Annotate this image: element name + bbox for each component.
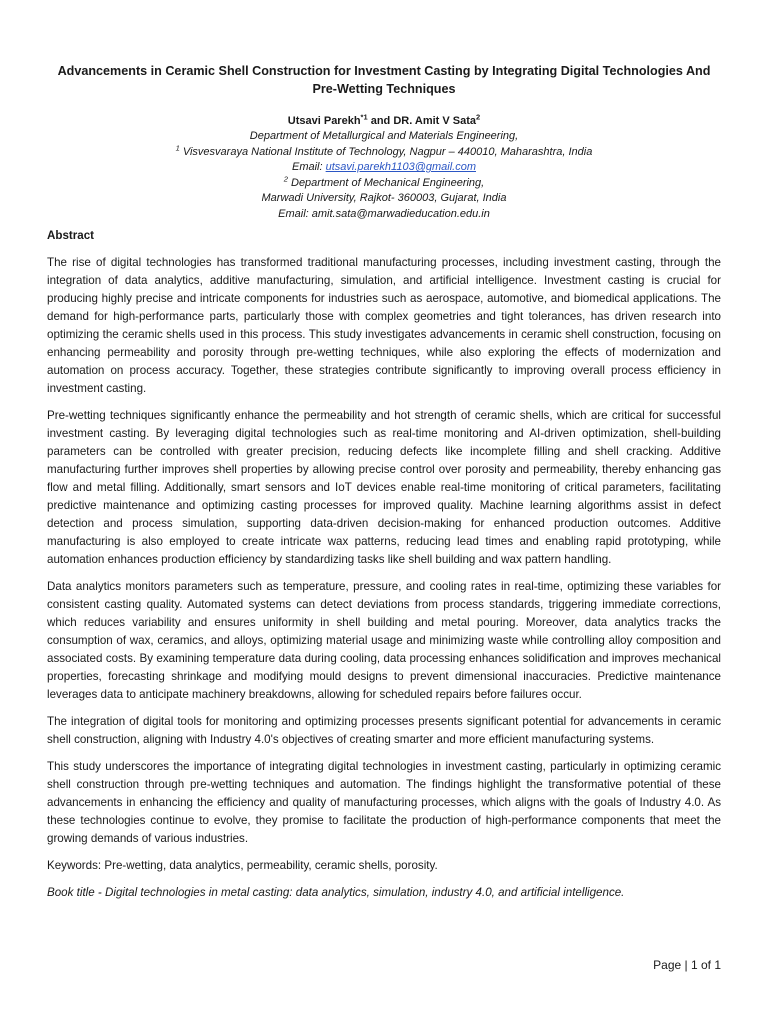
abstract-paragraph: The rise of digital technologies has transformed traditional manufacturing processes, including investment casting, through the integration of data analytics, additive manufacturing, simulation, and artificial intelligence. Investment casting is crucial for producing highly precise and intricate components for industries such as aerospace, automotive, and biomedical applications. The demand for high-performance parts, particularly those with complex geometries and tight tolerances, has driven research into optimizing the ceramic shells used in this process. This study investigates advancements in ceramic shell construction, focusing on enhancing permeability and porosity through pre-wetting techniques, while also exploring the effects of modernization and automation on process accuracy. Together, these strategies contribute significantly to improving overall process efficiency in investment casting. xyxy=(47,255,721,395)
affiliation-department xyxy=(47,176,721,192)
affiliations-block xyxy=(47,129,721,223)
affiliation-mark: 2 xyxy=(283,174,288,184)
page-number-footer: Page | 1 of 1 xyxy=(653,958,721,972)
affiliation-institute-text: Visvesvaraya National Institute of Technology, Nagpur – 440010, Maharashtra, India xyxy=(179,145,593,158)
paper-page xyxy=(47,62,721,902)
paper-title: Advancements in Ceramic Shell Construction for Investment Casting by Integrating Digital Technologies And Pre-Wetting Techniques xyxy=(57,64,711,96)
author-affiliation-mark: *1 xyxy=(360,112,368,122)
affiliation-institute: Marwadi University, Rajkot- 360003, Gujarat, India xyxy=(261,192,507,205)
abstract-paragraph: Data analytics monitors parameters such as temperature, pressure, and cooling rates in real-time, optimizing these variables for consistent casting quality. Automated systems can detect deviations from process standards, triggering immediate corrections, which reduces variability and ensures uniformity in shell building and metal pouring. Moreover, data analytics tracks the consumption of wax, ceramics, and alloys, optimizing material usage and minimizing waste while controlling alloy composition and associated costs. By examining temperature data during cooling, data processing enhances solidification and improves mechanical properties, forecasting shrinkage and modifying mould designs to prevent dimensional inaccuracies. Predictive maintenance leverages data to anticipate machinery breakdowns, allowing for scheduled repairs before failures occur. xyxy=(47,579,721,701)
affiliation-department-text: Department of Mechanical Engineering, xyxy=(287,176,485,189)
affiliation-mark: 1 xyxy=(175,142,180,152)
author-name: DR. Amit V Sata xyxy=(393,115,477,127)
author-name: Utsavi Parekh xyxy=(287,115,361,127)
email-label: Email: xyxy=(292,161,326,174)
affiliation-email: Email: amit.sata@marwadieducation.edu.in xyxy=(278,207,490,220)
abstract-paragraph: Pre-wetting techniques significantly enhance the permeability and hot strength of ceramic shells, which are critical for successful investment casting. By leveraging digital technologies such as real-time monitoring and AI-driven optimization, shell-building parameters can be controlled with greater precision, reducing defects like incomplete filling and shell cracking. Additive manufacturing further improves shell properties by allowing precise control over porosity and permeability, thereby enhancing gas flow and metal filling. Additionally, smart sensors and IoT devices enable real-time monitoring of critical parameters, facilitating predictive maintenance and optimizing casting processes for improved quality. Machine learning algorithms assist in defect detection and process simulation, supporting data-driven decision-making for enhanced production outcomes. Additive manufacturing is also employed to create intricate wax patterns, reducing lead times and enabling rapid prototyping, while automation enhances production efficiency by standardizing tasks like shell building and wax pattern handling. xyxy=(47,408,721,566)
email-link[interactable]: utsavi.parekh1103@gmail.com xyxy=(325,161,476,174)
affiliation-institute xyxy=(47,142,721,161)
abstract-heading: Abstract xyxy=(47,228,95,242)
affiliation-department: Department of Metallurgical and Materials Engineering, xyxy=(249,130,519,142)
abstract-paragraph: The integration of digital tools for monitoring and optimizing processes presents significant potential for advancements in ceramic shell construction, aligning with Industry 4.0's objectives of creating smarter and more efficient manufacturing systems. xyxy=(47,714,721,746)
affiliation-email xyxy=(47,160,721,176)
author-affiliation-mark: 2 xyxy=(476,112,481,122)
author-line xyxy=(47,113,721,129)
book-title: Book title - Digital technologies in metal casting: data analytics, simulation, industry 4.0, and artificial intelligence. xyxy=(47,885,625,899)
keywords: Keywords: Pre-wetting, data analytics, permeability, ceramic shells, porosity. xyxy=(47,858,438,872)
abstract-paragraph: This study underscores the importance of integrating digital technologies in investment casting, particularly in optimizing ceramic shell construction through pre-wetting techniques and automation. The findings highlight the transformative potential of these advancements in enhancing the efficiency and quality of manufacturing processes, which aligns with the goals of Industry 4.0. As these technologies continue to evolve, they promise to facilitate the production of high-performance components that meet the growing demands of various industries. xyxy=(47,759,721,845)
author-connector: and xyxy=(367,115,394,127)
